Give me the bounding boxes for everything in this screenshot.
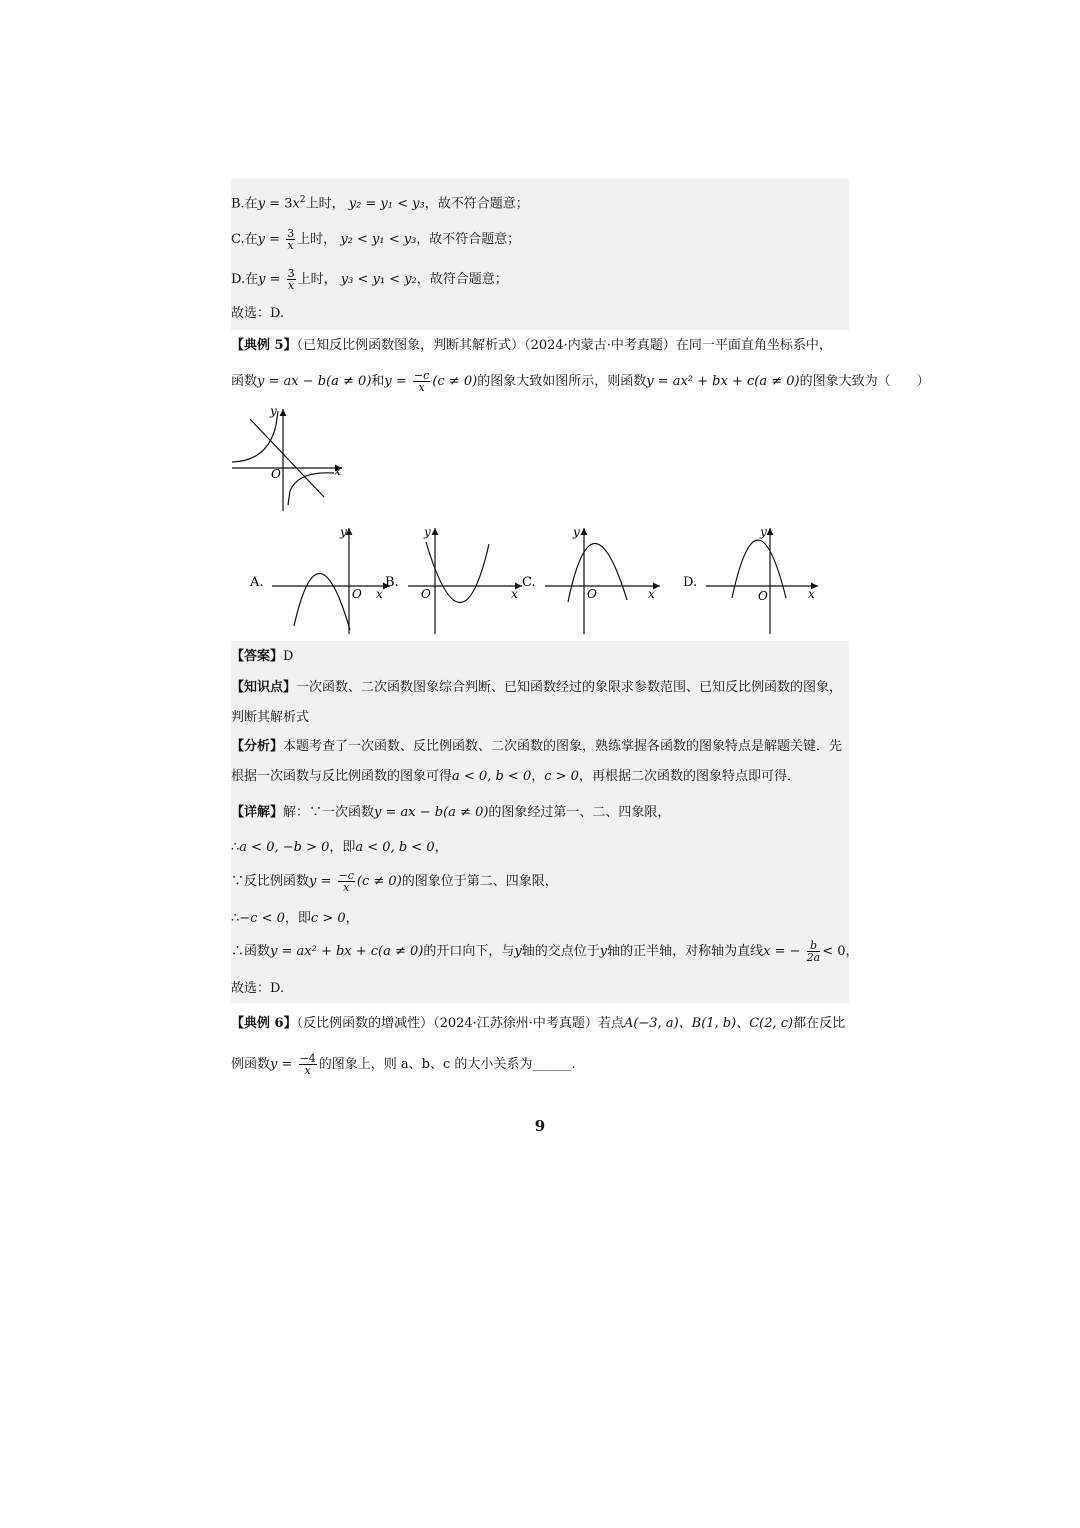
solution-conclusion: 故选：D. xyxy=(231,306,285,321)
example6-heading: 【典例 6】（反比例函数的增减性）（2024·江苏徐州·中考真题）若点A(−3, a)、B(1, b)、C(2, c)都在反比 xyxy=(231,1016,846,1031)
detail-line-3: ∵反比例函数y = $\frac{-c}{x}$ (c ≠ 0)的图象位于第二、四象限， xyxy=(231,869,558,894)
option-a-x: x xyxy=(376,587,383,601)
example5-heading: 【典例 5】（已知反比例函数图象，判断其解析式）（2024·内蒙古·中考真题）在同一平面直角坐标系中， xyxy=(231,338,832,353)
option-d-label: D. xyxy=(683,575,698,590)
option-c-parabola xyxy=(568,543,627,602)
option-d-x: x xyxy=(808,587,815,601)
option-b-label: B. xyxy=(385,575,399,590)
solution-line-b: B.在$y = 3x^2$上时， y₂ = y₁ < y₃，故不符合题意； xyxy=(231,195,529,212)
fig-label-x: x xyxy=(334,464,341,478)
option-b-x: x xyxy=(511,587,518,601)
example6-question: 例函数y = $\frac{-4}{x}$ 的图象上，则 a、b、c 的大小关系为______. xyxy=(231,1052,576,1077)
option-b-graph xyxy=(385,525,522,634)
detail-line-2: ∴a < 0, −b > 0，即a < 0, b < 0， xyxy=(231,840,448,855)
option-a-y: y xyxy=(340,525,347,539)
solution-line-c: C.在y = $\frac{3}{x}$ 上时， y₂ < y₁ < y₃，故不符合题意； xyxy=(231,227,521,252)
detail-line-4: ∴−c < 0，即c > 0， xyxy=(231,911,359,926)
option-c-y: y xyxy=(573,525,580,539)
fig-label-y: y xyxy=(270,405,277,418)
knowledge-point-line-2: 判断其解析式 xyxy=(231,710,310,725)
option-c-label: C. xyxy=(522,575,536,590)
option-c-o: O xyxy=(587,587,597,601)
solution-line-d: D.在y = $\frac{3}{x}$ 上时， y₃ < y₁ < y₂，故符合题意； xyxy=(231,267,508,292)
option-b-o: O xyxy=(421,587,431,601)
option-graphs xyxy=(240,522,830,637)
option-a-label: A. xyxy=(250,575,264,590)
option-a-o: O xyxy=(352,587,362,601)
answer-line: 【答案】D xyxy=(231,649,294,664)
hyperbola-branch-4 xyxy=(288,473,334,505)
hyperbola-branch-2 xyxy=(232,411,278,462)
example5-question: 函数y = ax − b(a ≠ 0)和y = $\frac{-c}{x}$ (c ≠ 0)的图象大致如图所示，则函数y = ax² + bx + c(a ≠ 0)的图象大致为（ ） xyxy=(231,369,930,394)
option-c-x: x xyxy=(648,587,655,601)
option-d-graph xyxy=(683,525,818,634)
linear-function-line xyxy=(250,419,324,497)
option-b-y: y xyxy=(424,525,431,539)
analysis-line: 【分析】本题考查了一次函数、反比例函数、二次函数的图象，熟练掌握各函数的图象特点是解题关键．先 xyxy=(231,739,843,754)
example5-given-graph xyxy=(228,405,348,515)
detail-line-1: 【详解】解：∵一次函数y = ax − b(a ≠ 0)的图象经过第一、二、四象限， xyxy=(231,805,671,820)
option-c-graph xyxy=(522,525,660,634)
answer-blank[interactable]: ______ xyxy=(532,1057,572,1072)
option-a-graph xyxy=(249,525,390,634)
detail-line-5: ∴函数y = ax² + bx + c(a ≠ 0)的开口向下，与y轴的交点位于y轴的正半轴，对称轴为直线x = − $\frac{b}{2a}$ < 0， xyxy=(231,939,859,964)
detail-conclusion: 故选：D. xyxy=(231,981,285,996)
option-d-y: y xyxy=(760,525,767,539)
option-d-o: O xyxy=(758,589,768,603)
page-number: 9 xyxy=(534,1117,546,1135)
fig-label-o: O xyxy=(271,467,281,481)
analysis-line-2: 根据一次函数与反比例函数的图象可得a < 0, b < 0，c > 0，再根据二次函数的图象特点即可得． xyxy=(231,769,800,784)
knowledge-point-line: 【知识点】一次函数、二次函数图象综合判断、已知函数经过的象限求参数范围、已知反比例函数的图象， xyxy=(231,680,843,695)
option-a-parabola xyxy=(294,573,350,630)
